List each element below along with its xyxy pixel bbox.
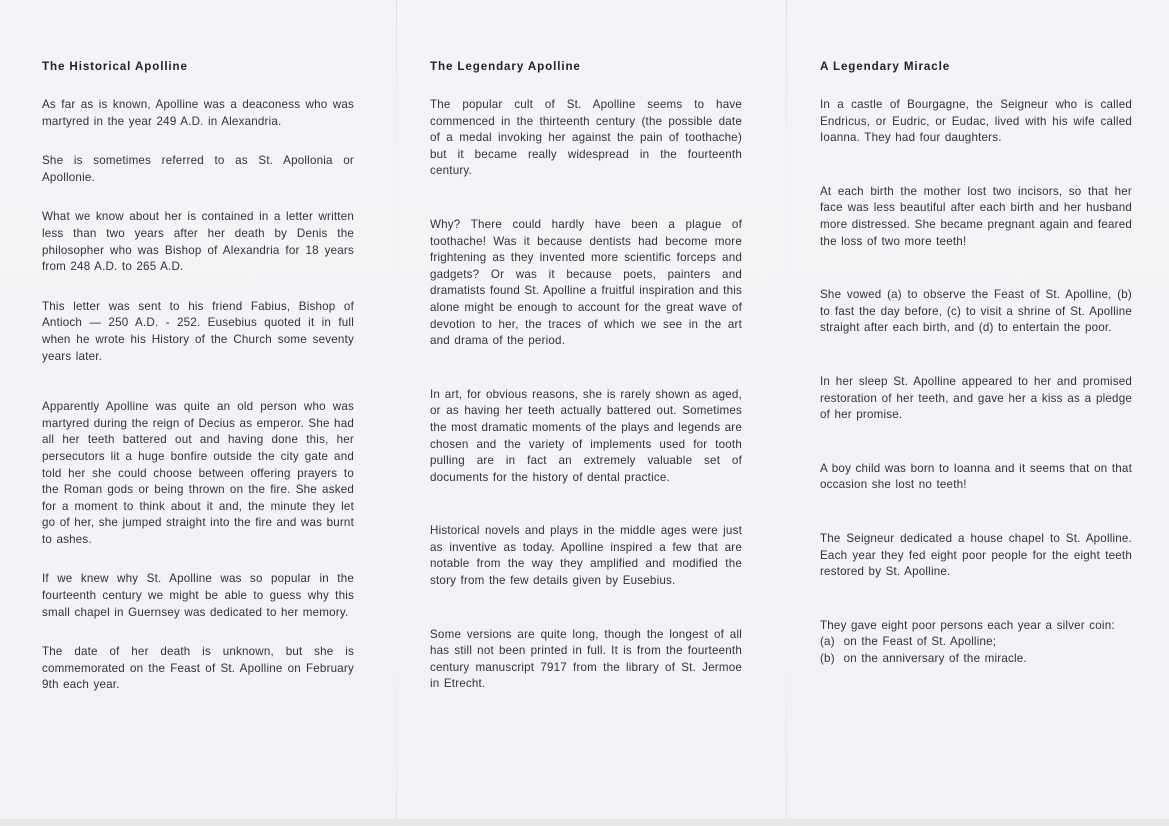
column-legendary-miracle [820, 60, 1132, 667]
paragraph: The popular cult of St. Apolline seems to have commenced in the thirteenth century (the possible date of a medal invoking her against the pain of toothache) but it became really widespread in the fourteenth century. [430, 98, 742, 178]
fold-line-right [786, 0, 787, 820]
paragraph: Apparently Apolline was quite an old person who was martyred during the reign of Decius as emperor. She had all her teeth battered out and having done this, her persecutors lit a huge bonfire outside the city gate and told her she could choose between offering prayers to the Roman gods or being thrown on the fire. She asked for a moment to think about it and, the minute they let go of her, she jumped straight into the fire and was burnt to ashes. [42, 400, 354, 546]
list-item: (b) on the anniversary of the miracle. [820, 651, 1027, 665]
paragraph: As far as is known, Apolline was a deaconess who was martyred in the year 249 A.D. in Alexandria. [42, 98, 354, 128]
paragraph: In her sleep St. Apolline appeared to her and promised restoration of her teeth, and gave her a kiss as a pledge of her promise. [820, 374, 1132, 422]
paragraph: If we knew why St. Apolline was so popular in the fourteenth century we might be able to guess why this small chapel in Guernsey was dedicated to her memory. [42, 572, 354, 619]
page-bottom-edge [0, 819, 1169, 826]
list-item: (a) on the Feast of St. Apolline; [820, 635, 997, 649]
paragraph: Historical novels and plays in the middle ages were just as inventive as today. Apolline inspired a few that are notable from the way they amplified and modified the story from the few details given by Eusebius. [430, 524, 742, 588]
paragraph: What we know about her is contained in a letter written less than two years after her death by Denis the philosopher who was Bishop of Alexandria for 18 years from 248 A.D. to 265 A.D. [42, 210, 354, 274]
section-heading: A Legendary Miracle [820, 60, 951, 73]
silver-coin-paragraph [820, 618, 1132, 668]
paragraph: She vowed (a) to observe the Feast of St. Apolline, (b) to fast the day before, (c) to visit a shrine of St. Apolline straight after each birth, and (d) to entertain the poor. [820, 288, 1132, 335]
paragraph: Some versions are quite long, though the longest of all has still not been printed in full. It is from the fourteenth century manuscript 7917 from the library of St. Jermoe in Etrecht. [430, 627, 742, 691]
section-heading: The Historical Apolline [42, 60, 188, 73]
paragraph: Why? There could hardly have been a plague of toothache! Was it because dentists had become more frightening as they invented more scientific forceps and gadgets? Or was it because poets, painters and dramatists found St. Apolline a fruitful inspiration and this alone might be enough to account for the great wave of devotion to her, the traces of which we see in the art and drama of the period. [430, 217, 742, 348]
paragraph: At each birth the mother lost two incisors, so that her face was less beautiful after each birth and her husband more distressed. She became pregnant again and feared the loss of two more teeth! [820, 184, 1132, 248]
paragraph: This letter was sent to his friend Fabius, Bishop of Antioch — 250 A.D. - 252. Eusebius quoted it in full when he wrote his History of the Church some seventy years later. [42, 299, 354, 363]
paragraph: The date of her death is unknown, but she is commemorated on the Feast of St. Apolline on February 9th each year. [42, 645, 354, 692]
paragraph-intro: They gave eight poor persons each year a silver coin: [820, 618, 1115, 632]
paragraph: The Seigneur dedicated a house chapel to St. Apolline. Each year they fed eight poor people for the eight teeth restored by St. Apolline. [820, 531, 1132, 579]
fold-line-left [396, 0, 397, 820]
paragraph: She is sometimes referred to as St. Apollonia or Apollonie. [42, 154, 354, 184]
paragraph: In a castle of Bourgagne, the Seigneur who is called Endricus, or Eudric, or Eudac, lived with his wife called Ioanna. They had four daughters. [820, 98, 1132, 145]
section-heading: The Legendary Apolline [430, 60, 581, 73]
paragraph: A boy child was born to Ioanna and it seems that on that occasion she lost no teeth! [820, 461, 1132, 492]
column-historical-apolline [42, 60, 354, 694]
column-legendary-apolline [430, 60, 742, 693]
paragraph: In art, for obvious reasons, she is rarely shown as aged, or as having her teeth actually battered out. Sometimes the most dramatic moments of the plays and legends are chosen and the variety of implements used for tooth pulling are in fact an extremely valuable set of documents for the history of dental practice. [430, 387, 742, 484]
